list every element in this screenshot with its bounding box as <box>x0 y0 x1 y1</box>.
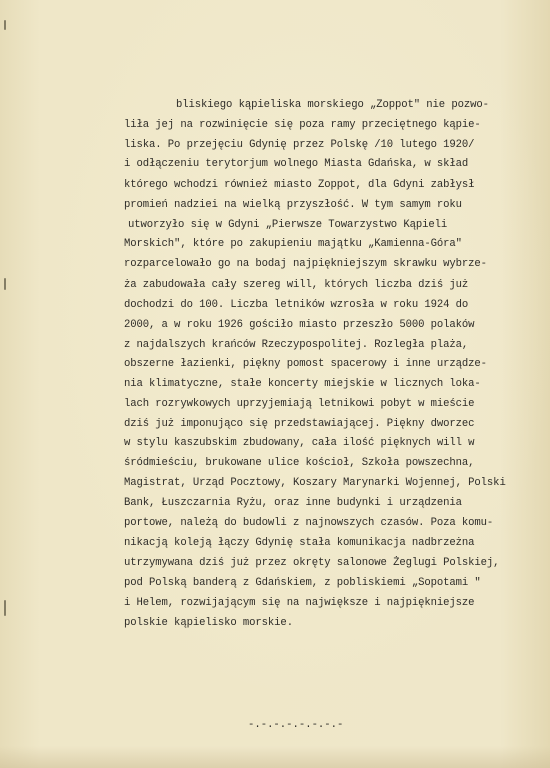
text-line: bliskiego kąpieliska morskiego „Zoppot" nie pozwo- <box>176 99 489 111</box>
text-line: i Helem, rozwijającym się na największe i najpiękniejsze <box>124 597 475 609</box>
text-line: nikacją koleją łączy Gdynię stała komunikacja nadbrzeżna <box>124 537 475 549</box>
binding-hole-mark <box>4 278 6 290</box>
text-line: obszerne łazienki, piękny pomost spacerowy i inne urządze- <box>124 358 487 370</box>
text-line: Magistrat, Urząd Pocztowy, Koszary Marynarki Wojennej, Polski <box>124 477 506 489</box>
text-line: utworzyło się w Gdyni „Pierwsze Towarzystwo Kąpieli <box>128 219 448 231</box>
text-line: portowe, należą do budowli z najnowszych czasów. Poza komu- <box>124 517 494 529</box>
text-line: rozparcelowało go na bodaj najpiękniejszym skrawku wybrze- <box>124 258 487 270</box>
binding-hole-mark <box>4 600 6 616</box>
text-line: dochodzi do 100. Liczba letników wzrosła w roku 1924 do <box>124 299 469 311</box>
binding-hole-mark <box>4 20 6 30</box>
text-line: dziś już imponująco się przedstawiającej. Piękny dworzec <box>124 418 475 430</box>
text-line: liska. Po przejęciu Gdynię przez Polskę /10 lutego 1920/ <box>124 139 475 151</box>
text-line: lach rozrywkowych uprzyjemiają letnikowi pobyt w mieście <box>124 398 475 410</box>
text-line: w stylu kaszubskim zbudowany, cała ilość pięknych will w <box>124 437 475 449</box>
text-line: utrzymywana dziś już przez okręty salonowe Żeglugi Polskiej, <box>124 557 500 569</box>
text-line: promień nadziei na wielką przyszłość. W tym samym roku <box>124 199 462 211</box>
text-line: z najdalszych krańców Rzeczypospolitej. Rozległa plaża, <box>124 339 469 351</box>
text-line: i odłączeniu terytorjum wolnego Miasta Gdańska, w skład <box>124 158 469 170</box>
text-line: śródmieściu, brukowane ulice kościoł, Szkoła powszechna, <box>124 457 475 469</box>
text-line: Bank, Łuszczarnia Ryżu, oraz inne budynki i urządzenia <box>124 497 462 509</box>
text-line: nia klimatyczne, stałe koncerty miejskie w licznych loka- <box>124 378 481 390</box>
text-line: polskie kąpielisko morskie. <box>124 617 293 629</box>
section-divider: -.-.-.-.-.-.-.- <box>248 719 344 731</box>
text-line: Morskich", które po zakupieniu majątku „Kamienna-Góra" <box>124 238 462 250</box>
text-line: pod Polską banderą z Gdańskiem, z pobliskiemi „Sopotami " <box>124 577 481 589</box>
text-line: ża zabudowała cały szereg will, których liczba dziś już <box>124 279 469 291</box>
text-line: liła jej na rozwinięcie się poza ramy przeciętnego kąpie- <box>124 119 481 131</box>
text-line: którego wchodzi również miasto Zoppot, dla Gdyni zabłysł <box>124 179 475 191</box>
text-line: 2000, a w roku 1926 gościło miasto przeszło 5000 polaków <box>124 319 475 331</box>
